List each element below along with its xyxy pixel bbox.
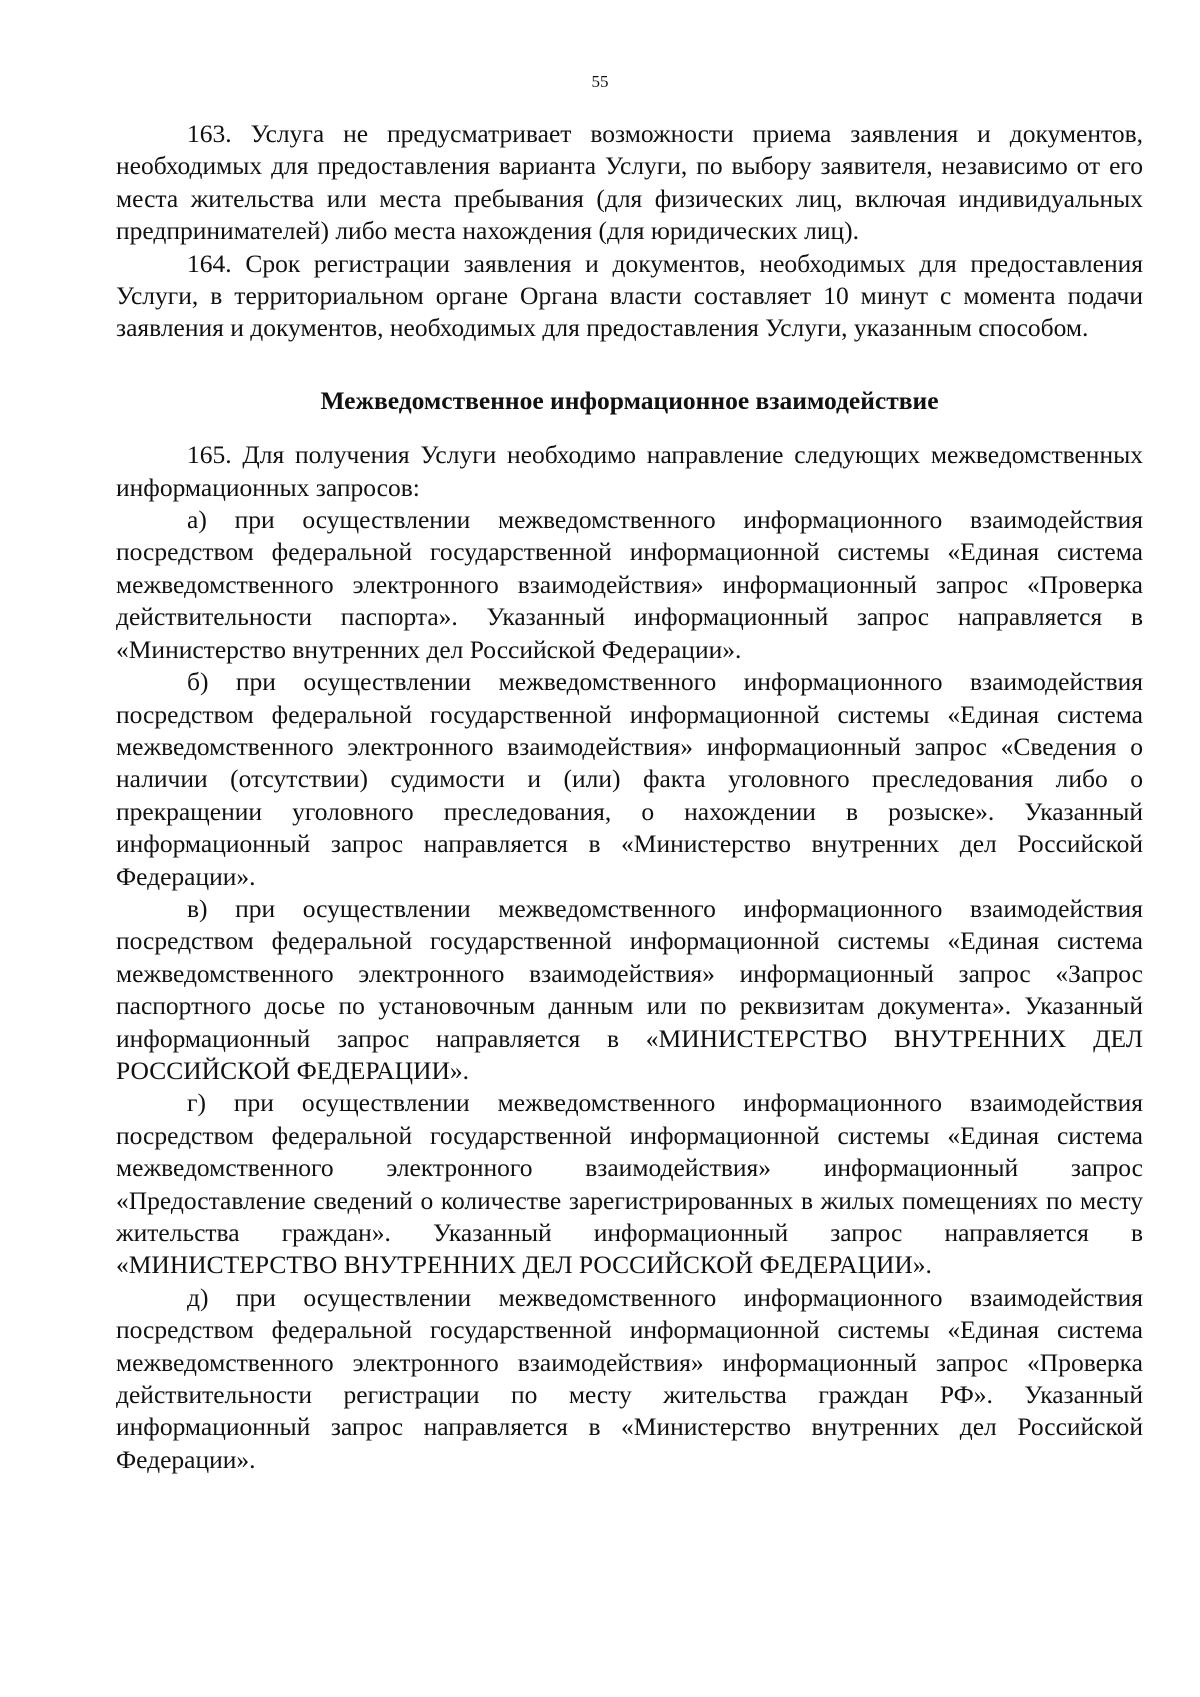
paragraph-165-g: г) при осуществлении межведомственного информационного взаимодействия посредством федеральной государственной информационной системы «Единая система межведомственного электронного взаимодействия» информационный запрос «Предоставление сведений о количестве зарегистрированных в жилых помещениях по месту жительства граждан». Указанный информационный запрос направляется в «МИНИСТЕРСТВО ВНУТРЕННИХ ДЕЛ РОССИЙСКОЙ ФЕДЕРАЦИИ». <box>116 1088 1143 1280</box>
paragraph-165: 165. Для получения Услуги необходимо направление следующих межведомственных информационных запросов: <box>116 440 1143 502</box>
paragraph-164: 164. Срок регистрации заявления и документов, необходимых для предоставления Услуги, в территориальном органе Органа власти составляет 10 минут с момента подачи заявления и документов, необходимых для предоставления Услуги, указанным способом. <box>116 248 1143 343</box>
paragraph-165-v: в) при осуществлении межведомственного информационного взаимодействия посредством федеральной государственной информационной системы «Единая система межведомственного электронного взаимодействия» информационный запрос «Запрос паспортного досье по установочным данным или по реквизитам документа». Указанный информационный запрос направляется в «МИНИСТЕРСТВО ВНУТРЕННИХ ДЕЛ РОССИЙСКОЙ ФЕДЕРАЦИИ». <box>116 893 1143 1085</box>
paragraph-165-b: б) при осуществлении межведомственного информационного взаимодействия посредством федеральной государственной информационной системы «Единая система межведомственного электронного взаимодействия» информационный запрос «Сведения о наличии (отсутствии) судимости и (или) факта уголовного преследования либо о прекращении уголовного преследования, о нахождении в розыске». Указанный информационный запрос направляется в «Министерство внутренних дел Российской Федерации». <box>116 667 1143 891</box>
paragraph-165-a: а) при осуществлении межведомственного информационного взаимодействия посредством федеральной государственной информационной системы «Единая система межведомственного электронного взаимодействия» информационный запрос «Проверка действительности паспорта». Указанный информационный запрос направляется в «Министерство внутренних дел Российской Федерации». <box>116 505 1143 664</box>
paragraph-165-d: д) при осуществлении межведомственного информационного взаимодействия посредством федеральной государственной информационной системы «Единая система межведомственного электронного взаимодействия» информационный запрос «Проверка действительности регистрации по месту жительства граждан РФ». Указанный информационный запрос направляется в «Министерство внутренних дел Российской Федерации». <box>116 1282 1143 1474</box>
page-number: 55 <box>591 72 609 91</box>
section-heading: Межведомственное информационное взаимодействие <box>320 385 939 415</box>
document-body <box>116 118 1143 1476</box>
paragraph-163: 163. Услуга не предусматривает возможности приема заявления и документов, необходимых для предоставления варианта Услуги, по выбору заявителя, независимо от его места жительства или места пребывания (для физических лиц, включая индивидуальных предпринимателей) либо места нахождения (для юридических лиц). <box>116 119 1143 246</box>
